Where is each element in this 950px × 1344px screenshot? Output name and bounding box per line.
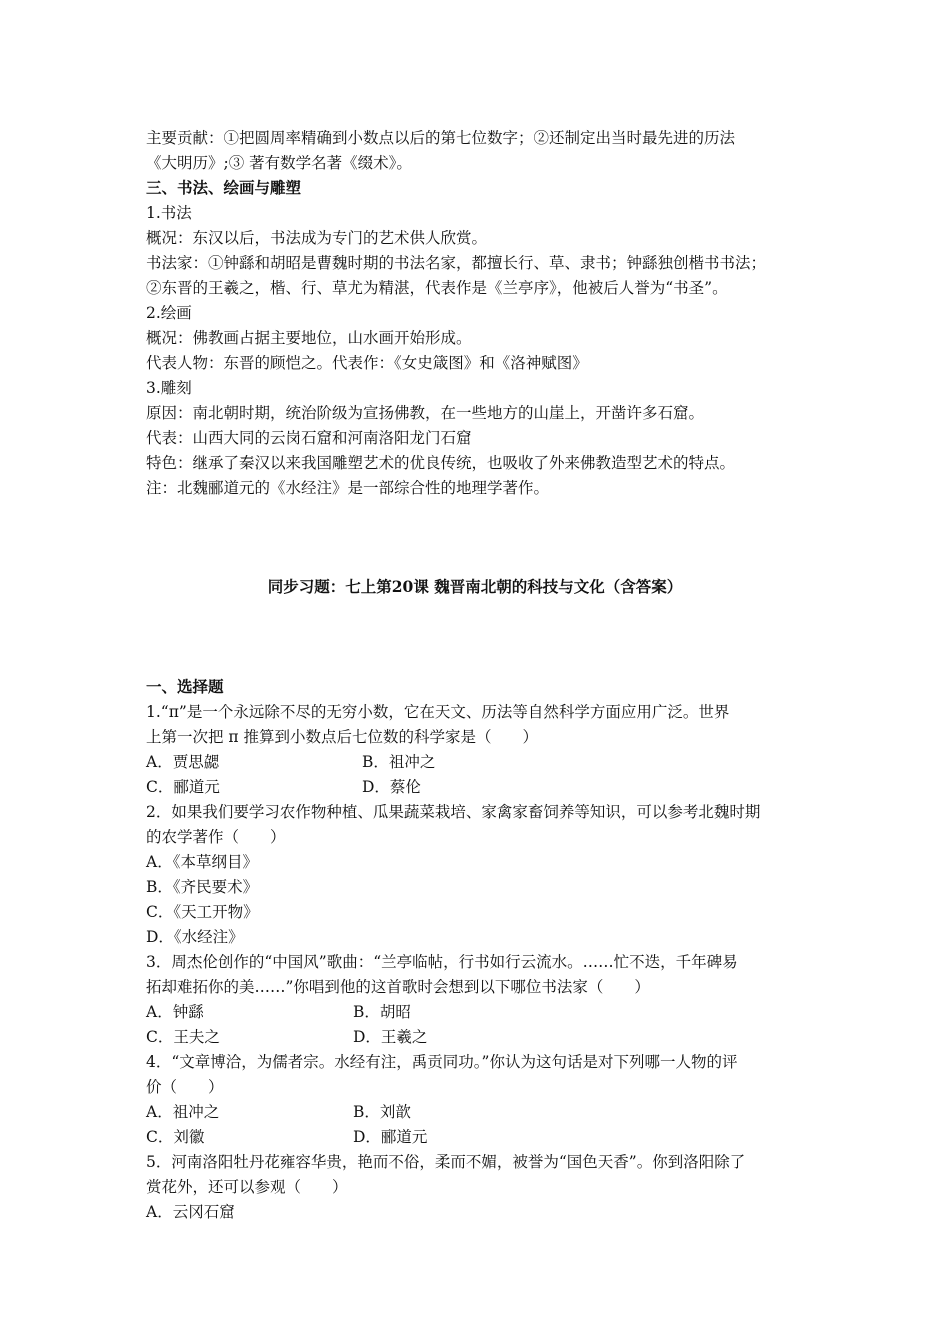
contribution-line-2: 《大明历》;③ 著有数学名著《缀术》。 bbox=[146, 154, 412, 172]
question-4-option-a: A．祖冲之 bbox=[146, 1103, 220, 1121]
question-4-option-c: C．刘徽 bbox=[146, 1128, 205, 1146]
question-2-line-1: 2．如果我们要学习农作物种植、瓜果蔬菜栽培、家禽家畜饲养等知识，可以参考北魏时期 bbox=[146, 803, 761, 821]
question-3-line-1: 3．周杰伦创作的“中国风”歌曲：“兰亭临帖，行书如行云流水。……忙不迭，千年碑易 bbox=[146, 953, 738, 971]
exercise-title: 同步习题：七上第20课 魏晋南北朝的科技与文化（含答案） bbox=[267, 577, 683, 596]
question-1-line-1: 1.“π”是一个永远除不尽的无穷小数，它在天文、历法等自然科学方面应用广泛。世界 bbox=[146, 703, 730, 721]
question-2-option-c: C．《天工开物》 bbox=[146, 903, 259, 921]
sculpture-reason: 原因：南北朝时期，统治阶级为宣扬佛教，在一些地方的山崖上，开凿许多石窟。 bbox=[146, 404, 705, 422]
question-2-option-d: D．《水经注》 bbox=[146, 928, 244, 946]
note-line: 注：北魏郦道元的《水经注》是一部综合性的地理学著作。 bbox=[146, 479, 550, 497]
question-2-option-b: B．《齐民要术》 bbox=[146, 878, 259, 896]
question-1-option-a: A．贾思勰 bbox=[146, 753, 220, 771]
question-3-line-2: 拓却难拓你的美……”你唱到他的这首歌时会想到以下哪位书法家（ ） bbox=[146, 978, 650, 996]
question-2-line-2: 的农学著作（ ） bbox=[146, 828, 286, 846]
calligraphy-heading: 1.书法 bbox=[146, 204, 192, 222]
calligraphers-line-2: ②东晋的王羲之，楷、行、草尤为精湛，代表作是《兰亭序》，他被后人誉为“书圣”。 bbox=[146, 279, 728, 297]
painting-heading: 2.绘画 bbox=[146, 304, 192, 322]
question-3-option-a: A．钟繇 bbox=[146, 1003, 204, 1021]
question-3-option-c: C．王夫之 bbox=[146, 1028, 220, 1046]
sculpture-example: 代表：山西大同的云岗石窟和河南洛阳龙门石窟 bbox=[146, 429, 472, 447]
question-5-line-2: 赏花外，还可以参观（ ） bbox=[146, 1178, 348, 1196]
sculpture-feature: 特色：继承了秦汉以来我国雕塑艺术的优良传统，也吸收了外来佛教造型艺术的特点。 bbox=[146, 454, 736, 472]
contribution-line-1: 主要贡献：①把圆周率精确到小数点以后的第七位数字；②还制定出当时最先进的历法 bbox=[146, 129, 736, 147]
question-1-option-d: D．蔡伦 bbox=[362, 778, 421, 796]
calligraphers-line-1: 书法家：①钟繇和胡昭是曹魏时期的书法名家，都擅长行、草、隶书；钟繇独创楷书书法； bbox=[146, 254, 767, 272]
question-1-line-2: 上第一次把 π 推算到小数点后七位数的科学家是（ ） bbox=[146, 728, 539, 746]
section-3-heading: 三、书法、绘画与雕塑 bbox=[146, 178, 302, 197]
question-1-option-b: B．祖冲之 bbox=[362, 753, 436, 771]
question-4-option-d: D．郦道元 bbox=[353, 1128, 428, 1146]
calligraphy-overview: 概况：东汉以后，书法成为专门的艺术供人欣赏。 bbox=[146, 229, 488, 247]
sculpture-heading: 3.雕刻 bbox=[146, 379, 192, 397]
question-4-line-1: 4．“文章博洽，为儒者宗。水经有注，禹贡同功。”你认为这句话是对下列哪一人物的评 bbox=[146, 1053, 738, 1071]
question-5-line-1: 5．河南洛阳牡丹花雍容华贵，艳而不俗，柔而不媚，被誉为“国色天香”。你到洛阳除了 bbox=[146, 1153, 746, 1171]
question-3-option-b: B．胡昭 bbox=[353, 1003, 411, 1021]
question-5-option-a: A．云冈石窟 bbox=[146, 1203, 235, 1221]
question-2-option-a: A．《本草纲目》 bbox=[146, 853, 258, 871]
painting-overview: 概况：佛教画占据主要地位，山水画开始形成。 bbox=[146, 329, 472, 347]
question-4-option-b: B．刘歆 bbox=[353, 1103, 411, 1121]
painting-figure: 代表人物：东晋的顾恺之。代表作：《女史箴图》和《洛神赋图》 bbox=[146, 354, 588, 372]
question-3-option-d: D．王羲之 bbox=[353, 1028, 428, 1046]
question-4-line-2: 价（ ） bbox=[146, 1078, 224, 1096]
question-1-option-c: C．郦道元 bbox=[146, 778, 220, 796]
section-1-heading: 一、选择题 bbox=[146, 677, 224, 696]
